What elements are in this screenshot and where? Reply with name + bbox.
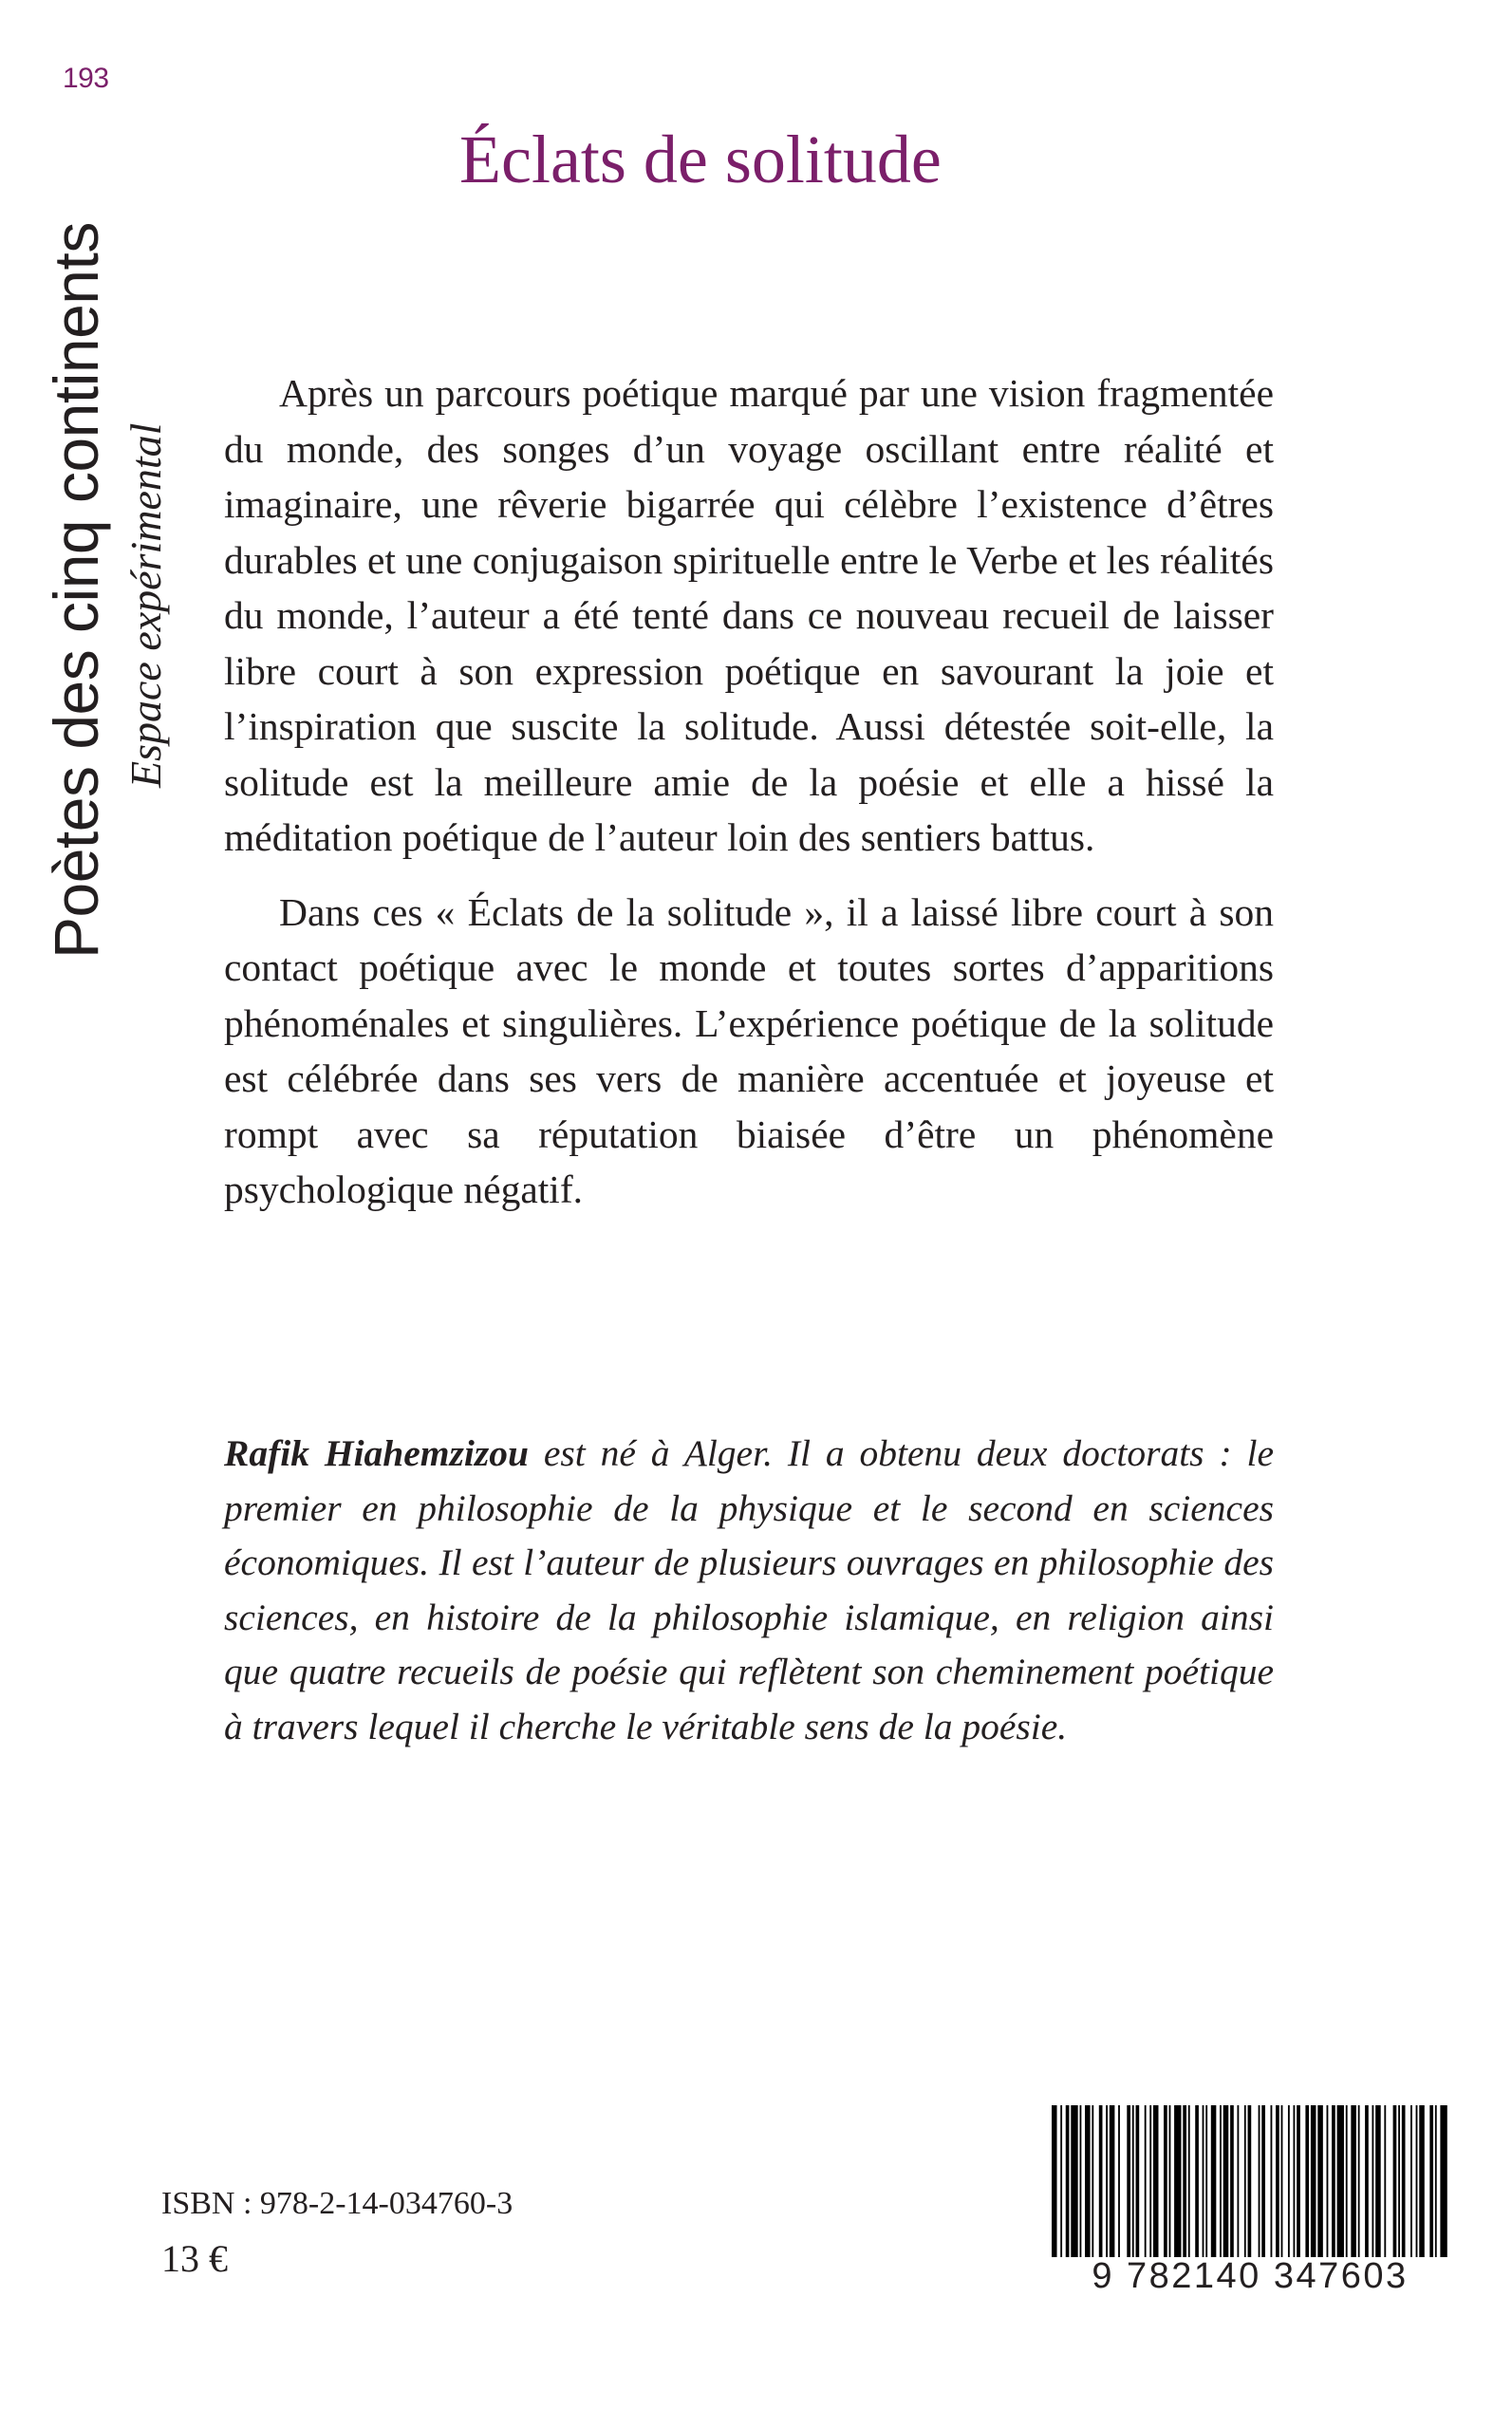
barcode-bar bbox=[1183, 2105, 1186, 2257]
author-bio-text: est né à Alger. Il a obtenu deux doctorats : le premier en philosophie de la physique et le second en sciences économiques. Il est l’auteur de plusieurs ouvrages en philosophie des sciences, en histoire de la philosophie islamique, en religion ainsi que quatre recueils de poésie qui reflètent son cheminement poétique à travers lequel il cherche le véritable sens de la poésie. bbox=[224, 1432, 1274, 1747]
barcode-bars bbox=[1052, 2105, 1448, 2257]
price: 13 € bbox=[161, 2237, 228, 2280]
barcode-bar bbox=[1384, 2105, 1386, 2257]
barcode-bar bbox=[1281, 2105, 1283, 2257]
barcode-bar bbox=[1195, 2105, 1199, 2257]
barcode-bar bbox=[1136, 2105, 1140, 2257]
spine-text bbox=[38, 142, 190, 959]
barcode-bar bbox=[1223, 2105, 1229, 2257]
barcode-bar bbox=[1332, 2105, 1335, 2257]
barcode-bar bbox=[1237, 2105, 1239, 2257]
barcode-bar bbox=[1271, 2105, 1273, 2257]
book-title: Éclats de solitude bbox=[459, 121, 942, 197]
barcode-bar bbox=[1052, 2105, 1057, 2257]
barcode-bar bbox=[1145, 2105, 1147, 2257]
barcode-bar bbox=[1106, 2105, 1108, 2257]
barcode-bar bbox=[1099, 2105, 1103, 2257]
barcode-bar bbox=[1293, 2105, 1295, 2257]
blurb bbox=[224, 365, 1274, 1237]
barcode-bar bbox=[1276, 2105, 1279, 2257]
barcode-bar bbox=[1297, 2105, 1300, 2257]
barcode-bar bbox=[1080, 2105, 1082, 2257]
barcode-bar bbox=[1188, 2105, 1190, 2257]
barcode-bar bbox=[1066, 2105, 1070, 2257]
barcode-bar bbox=[1060, 2105, 1062, 2257]
author-bio bbox=[224, 1427, 1274, 1754]
barcode-bar bbox=[1317, 2105, 1323, 2257]
barcode-bar bbox=[1244, 2105, 1246, 2257]
barcode-bar bbox=[1435, 2105, 1437, 2257]
barcode-bar bbox=[1365, 2105, 1369, 2257]
barcode-bar bbox=[1220, 2105, 1222, 2257]
barcode-bar bbox=[1327, 2105, 1329, 2257]
isbn: ISBN : 978-2-14-034760-3 bbox=[161, 2186, 513, 2221]
barcode-bar bbox=[1118, 2105, 1120, 2257]
author-name: Rafik Hiahemzizou bbox=[224, 1432, 529, 1474]
series-number: 193 bbox=[63, 63, 109, 94]
barcode-bar bbox=[1230, 2105, 1234, 2257]
barcode-bar bbox=[1127, 2105, 1130, 2257]
barcode-bar bbox=[1085, 2105, 1091, 2257]
barcode-bar bbox=[1429, 2105, 1433, 2257]
barcode-bar bbox=[1248, 2105, 1252, 2257]
barcode-bar bbox=[1149, 2105, 1151, 2257]
blurb-paragraph-1: Après un parcours poétique marqué par une vision fragmentée du monde, des songes d’un voyage oscillant entre réalité et imaginaire, une rêverie bigarrée qui célèbre l’existence d’êtres durables et une conjugaison spirituelle entre le Verbe et les réalités du monde, l’auteur a été tenté dans ce nouveau recueil de laisser libre court à son expression poétique en savourant la joie et l’inspiration que suscite la solitude. Aussi détestée soit-elle, la solitude est la meilleure amie de la poésie et elle a hissé la méditation poétique de l’auteur loin des sentiers battus. bbox=[224, 371, 1274, 859]
barcode-bar bbox=[1372, 2105, 1373, 2257]
barcode-bar bbox=[1169, 2105, 1171, 2257]
barcode-bar bbox=[1261, 2105, 1265, 2257]
barcode-bar bbox=[1346, 2105, 1348, 2257]
barcode-bar bbox=[1375, 2105, 1381, 2257]
barcode-bar bbox=[1419, 2105, 1425, 2257]
barcode bbox=[1052, 2105, 1448, 2314]
barcode-bar bbox=[1311, 2105, 1316, 2257]
barcode-bar bbox=[1288, 2105, 1290, 2257]
barcode-bar bbox=[1398, 2105, 1400, 2257]
barcode-bar bbox=[1259, 2105, 1260, 2257]
barcode-bar bbox=[1358, 2105, 1360, 2257]
barcode-bar bbox=[1205, 2105, 1207, 2257]
series-subtitle: Espace expérimental bbox=[121, 422, 170, 788]
barcode-bar bbox=[1351, 2105, 1356, 2257]
barcode-bar bbox=[1092, 2105, 1093, 2257]
barcode-digits: 9 782140 347603 bbox=[1092, 2256, 1409, 2296]
barcode-bar bbox=[1410, 2105, 1412, 2257]
barcode-bar bbox=[1110, 2105, 1115, 2257]
barcode-bar bbox=[1440, 2105, 1447, 2257]
barcode-bar bbox=[1337, 2105, 1344, 2257]
barcode-bar bbox=[1211, 2105, 1217, 2257]
barcode-bar bbox=[1203, 2105, 1204, 2257]
barcode-bar bbox=[1071, 2105, 1077, 2257]
barcode-bar bbox=[1132, 2105, 1134, 2257]
series-title: Poètes des cinq continents bbox=[41, 222, 111, 959]
barcode-bar bbox=[1174, 2105, 1181, 2257]
barcode-bar bbox=[1416, 2105, 1418, 2257]
barcode-bar bbox=[1305, 2105, 1309, 2257]
barcode-bar bbox=[1164, 2105, 1167, 2257]
barcode-bar bbox=[1393, 2105, 1397, 2257]
blurb-paragraph-2: Dans ces « Éclats de la solitude », il a laissé libre court à son contact poétique avec le monde et toutes sortes d’apparitions phénoménales et singulières. L’expérience poétique de la solitude est célébrée dans ses vers de manière accentuée et joyeuse et rompt avec sa réputation biaisée d’être un phénomène psychologique négatif. bbox=[224, 889, 1274, 1211]
barcode-bar bbox=[1402, 2105, 1406, 2257]
barcode-bar bbox=[1153, 2105, 1159, 2257]
